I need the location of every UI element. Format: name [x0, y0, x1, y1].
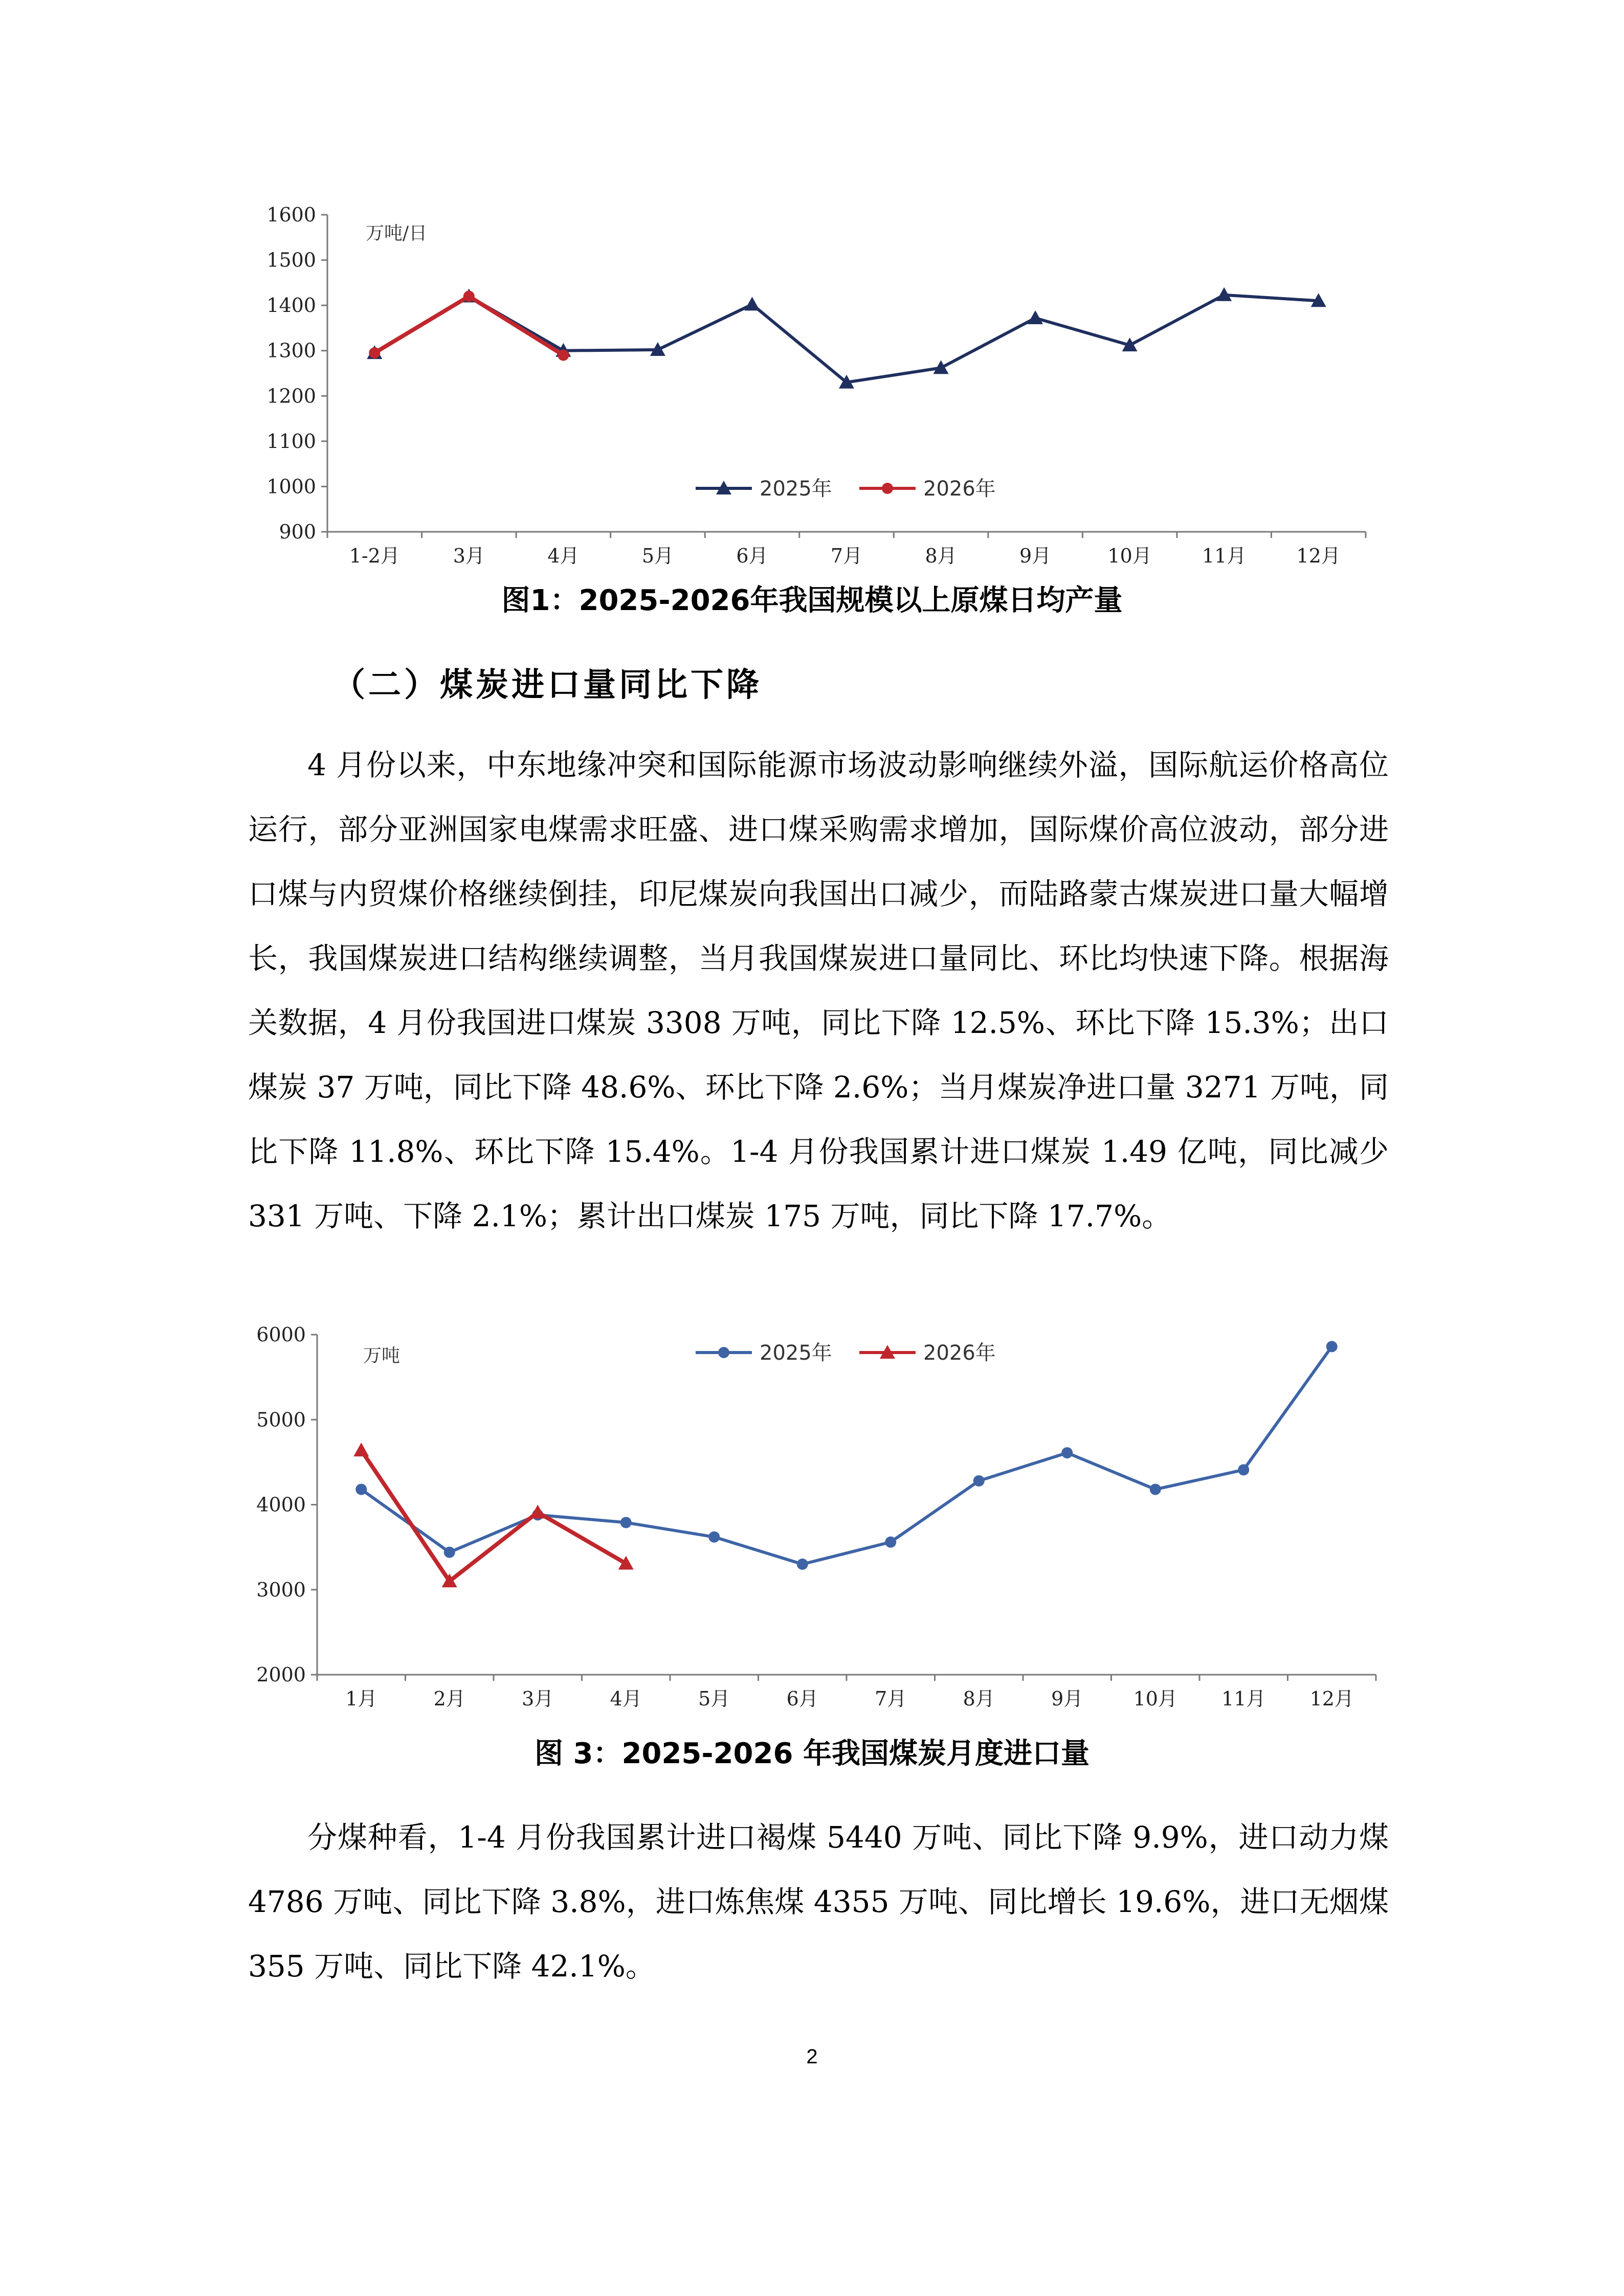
coal-output-chart: [225, 197, 1401, 575]
y-tick-label: 1600: [266, 204, 316, 226]
x-tick-label: 11月: [1221, 1687, 1266, 1710]
data-point: [444, 1547, 455, 1558]
x-tick-label: 1-2月: [349, 545, 400, 567]
x-tick-label: 7月: [830, 545, 863, 567]
figure3-caption: 图 3：2025-2026 年我国煤炭月度进口量: [535, 1737, 1089, 1770]
legend: [696, 1341, 996, 1365]
unit-label: 万吨/日: [366, 223, 428, 244]
x-tick-label: 10月: [1133, 1687, 1177, 1710]
series-2025年: [355, 1341, 1338, 1570]
data-point: [1028, 310, 1043, 324]
series-line: [374, 296, 563, 355]
legend-label: 2025年: [760, 477, 832, 501]
legend-label: 2026年: [923, 477, 996, 501]
y-tick-label: 1300: [266, 339, 316, 362]
x-tick-label: 6月: [736, 545, 768, 567]
y-tick-label: 900: [279, 521, 316, 543]
y-tick-label: 1400: [266, 294, 316, 317]
series-line: [361, 1450, 626, 1581]
x-tick-label: 4月: [610, 1687, 642, 1710]
data-point: [558, 350, 569, 361]
legend-label: 2026年: [923, 1341, 996, 1365]
data-point: [1150, 1484, 1161, 1495]
legend-marker: [718, 1347, 729, 1358]
data-point: [369, 347, 380, 358]
section-heading: （二）煤炭进口量同比下降: [332, 666, 762, 704]
page-number: 2: [806, 2045, 818, 2068]
series-2026年: [369, 290, 569, 361]
data-point: [708, 1532, 720, 1543]
data-point: [530, 1504, 545, 1518]
x-tick-label: 3月: [453, 545, 485, 567]
y-tick-label: 6000: [256, 1323, 306, 1346]
y-tick-label: 1200: [266, 385, 316, 408]
data-point: [973, 1475, 985, 1487]
series-line: [361, 1346, 1332, 1564]
series-2025年: [367, 287, 1326, 389]
data-point: [355, 1484, 367, 1495]
x-tick-label: 9月: [1051, 1687, 1083, 1710]
data-point: [885, 1537, 896, 1548]
series-line: [374, 295, 1318, 382]
figure1-caption: 图1：2025-2026年我国规模以上原煤日均产量: [501, 584, 1123, 617]
x-tick-label: 12月: [1309, 1687, 1354, 1710]
data-point: [933, 360, 949, 374]
data-point: [463, 290, 475, 302]
data-point: [797, 1559, 808, 1570]
legend-label: 2025年: [760, 1341, 832, 1365]
y-tick-label: 1500: [266, 249, 316, 272]
x-tick-label: 10月: [1107, 545, 1152, 567]
legend: [696, 477, 996, 501]
y-tick-label: 4000: [256, 1493, 306, 1516]
x-tick-label: 5月: [698, 1687, 730, 1710]
x-tick-label: 2月: [433, 1687, 465, 1710]
data-point: [1238, 1464, 1249, 1475]
x-tick-label: 9月: [1019, 545, 1052, 567]
data-point: [1326, 1341, 1338, 1352]
y-tick-label: 2000: [256, 1663, 306, 1686]
legend-marker: [882, 483, 893, 494]
x-tick-label: 11月: [1202, 545, 1247, 567]
x-tick-label: 12月: [1296, 545, 1341, 567]
data-point: [353, 1443, 369, 1456]
x-tick-label: 5月: [641, 545, 674, 567]
unit-label: 万吨: [363, 1345, 401, 1366]
coal-import-chart: [225, 1314, 1401, 1718]
x-tick-label: 1月: [345, 1687, 377, 1710]
x-tick-label: 8月: [925, 545, 957, 567]
y-tick-label: 3000: [256, 1578, 306, 1601]
x-tick-label: 6月: [786, 1687, 818, 1710]
x-tick-label: 7月: [875, 1687, 907, 1710]
data-point: [1061, 1447, 1073, 1458]
paragraph-coal-types: 分煤种看，1-4 月份我国累计进口褐煤 5440 万吨、同比下降 9.9%，进口动力煤 4786 万吨、同比下降 3.8%，进口炼焦煤 4355 万吨、同比增长 19.6%，进口无烟煤 355 万吨、同比下降 42.1%。: [248, 1820, 1389, 1984]
x-tick-label: 8月: [963, 1687, 995, 1710]
y-tick-label: 5000: [256, 1408, 306, 1431]
paragraph-imports: 4 月份以来，中东地缘冲突和国际能源市场波动影响继续外溢，国际航运价格高位运行，部分亚洲国家电煤需求旺盛、进口煤采购需求增加，国际煤价高位波动，部分进口煤与内贸煤价格继续倒挂，印尼煤炭向我国出口减少，而陆路蒙古煤炭进口量大幅增长，我国煤炭进口结构继续调整，当月我国煤炭进口量同比、环比均快速下降。根据海关数据，4 月份我国进口煤炭 3308 万吨，同比下降 12.5%、环比下降 15.3%；出口煤炭 37 万吨，同比下降 48.6%、环比下降 2.6%；当月煤炭净进口量 3271 万吨，同比下降 11.8%、环比下降 15.4%。1-4 月份我国累计进口煤炭 1.49 亿吨，同比减少 331 万吨、下降 2.1%；累计出口煤炭 175 万吨，同比下降 17.7%。: [248, 748, 1389, 1233]
x-tick-label: 3月: [522, 1687, 554, 1710]
data-point: [744, 297, 760, 310]
x-tick-label: 4月: [547, 545, 580, 567]
y-tick-label: 1000: [266, 475, 316, 498]
data-point: [620, 1517, 632, 1528]
y-tick-label: 1100: [266, 430, 316, 453]
